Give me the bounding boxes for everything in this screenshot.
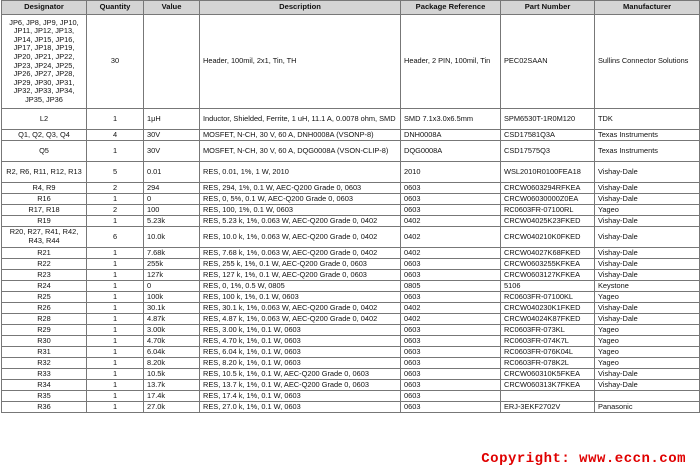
package-cell: 0603 — [401, 358, 501, 369]
part-number-cell: RC0603FR-076K04L — [501, 347, 595, 358]
table-row — [2, 194, 700, 205]
designator-cell: Q1, Q2, Q3, Q4 — [2, 130, 87, 141]
package-cell: 0402 — [401, 248, 501, 259]
table-row — [2, 162, 700, 183]
quantity-cell: 1 — [87, 248, 144, 259]
col-header-description: Description — [200, 1, 401, 15]
value-cell: 0.01 — [144, 162, 200, 183]
designator-cell: R32 — [2, 358, 87, 369]
package-cell: 0603 — [401, 270, 501, 281]
copyright-watermark: Copyright: www.eccn.com — [481, 451, 686, 467]
part-number-cell: CRCW040230K1FKED — [501, 303, 595, 314]
part-number-cell: WSL2010R0100FEA18 — [501, 162, 595, 183]
package-cell: DQG0008A — [401, 141, 501, 162]
table-row — [2, 292, 700, 303]
table-row — [2, 216, 700, 227]
table-row — [2, 325, 700, 336]
package-cell: 0603 — [401, 205, 501, 216]
designator-cell: R36 — [2, 402, 87, 413]
part-number-cell: CRCW0603127KFKEA — [501, 270, 595, 281]
quantity-cell: 1 — [87, 347, 144, 358]
table-row — [2, 15, 700, 109]
quantity-cell: 1 — [87, 270, 144, 281]
designator-cell: R4, R9 — [2, 183, 87, 194]
value-cell: 0 — [144, 194, 200, 205]
quantity-cell: 1 — [87, 194, 144, 205]
description-cell: RES, 4.70 k, 1%, 0.1 W, 0603 — [200, 336, 401, 347]
description-cell: MOSFET, N-CH, 30 V, 60 A, DQG0008A (VSON-CLIP-8) — [200, 141, 401, 162]
table-row — [2, 314, 700, 325]
designator-cell: R16 — [2, 194, 87, 205]
part-number-cell: RC0603FR-07100RL — [501, 205, 595, 216]
table-row — [2, 248, 700, 259]
part-number-cell — [501, 391, 595, 402]
part-number-cell: ERJ-3EKF2702V — [501, 402, 595, 413]
description-cell: RES, 127 k, 1%, 0.1 W, AEC-Q200 Grade 0, 0603 — [200, 270, 401, 281]
quantity-cell: 4 — [87, 130, 144, 141]
package-cell: 0603 — [401, 336, 501, 347]
table-row — [2, 259, 700, 270]
designator-cell: R33 — [2, 369, 87, 380]
col-header-designator: Designator — [2, 1, 87, 15]
table-row — [2, 183, 700, 194]
package-cell: 0805 — [401, 281, 501, 292]
description-cell: RES, 7.68 k, 1%, 0.063 W, AEC-Q200 Grade 0, 0402 — [200, 248, 401, 259]
description-cell: RES, 0.01, 1%, 1 W, 2010 — [200, 162, 401, 183]
table-row — [2, 109, 700, 130]
value-cell: 13.7k — [144, 380, 200, 391]
package-cell: 2010 — [401, 162, 501, 183]
designator-cell: R35 — [2, 391, 87, 402]
part-number-cell: RC0603FR-074K7L — [501, 336, 595, 347]
value-cell: 127k — [144, 270, 200, 281]
manufacturer-cell: Vishay-Dale — [595, 248, 700, 259]
table-row — [2, 380, 700, 391]
quantity-cell: 1 — [87, 325, 144, 336]
value-cell: 5.23k — [144, 216, 200, 227]
manufacturer-cell: Yageo — [595, 292, 700, 303]
package-cell: 0603 — [401, 380, 501, 391]
designator-cell: R28 — [2, 314, 87, 325]
manufacturer-cell: Vishay-Dale — [595, 183, 700, 194]
designator-cell: JP6, JP8, JP9, JP10, JP11, JP12, JP13, JP14, JP15, JP16, JP17, JP18, JP19, JP20, JP21, JP22, JP23, JP24, JP25, JP26, JP27, JP28, JP29, JP30, JP31, JP32, JP33, JP34, JP35, JP36 — [2, 15, 87, 109]
part-number-cell: SPM6530T-1R0M120 — [501, 109, 595, 130]
table-row — [2, 227, 700, 248]
package-cell: 0603 — [401, 325, 501, 336]
description-cell: RES, 255 k, 1%, 0.1 W, AEC-Q200 Grade 0, 0603 — [200, 259, 401, 270]
description-cell: RES, 8.20 k, 1%, 0.1 W, 0603 — [200, 358, 401, 369]
designator-cell: R24 — [2, 281, 87, 292]
designator-cell: R29 — [2, 325, 87, 336]
value-cell — [144, 15, 200, 109]
value-cell: 294 — [144, 183, 200, 194]
package-cell: 0603 — [401, 292, 501, 303]
table-row — [2, 358, 700, 369]
manufacturer-cell: Yageo — [595, 347, 700, 358]
manufacturer-cell: Yageo — [595, 358, 700, 369]
package-cell: 0603 — [401, 369, 501, 380]
designator-cell: R20, R27, R41, R42, R43, R44 — [2, 227, 87, 248]
package-cell: 0603 — [401, 259, 501, 270]
manufacturer-cell: Yageo — [595, 325, 700, 336]
value-cell: 4.70k — [144, 336, 200, 347]
package-cell: 0402 — [401, 303, 501, 314]
package-cell: 0603 — [401, 391, 501, 402]
quantity-cell: 1 — [87, 109, 144, 130]
value-cell: 1μH — [144, 109, 200, 130]
col-header-quantity: Quantity — [87, 1, 144, 15]
table-row — [2, 270, 700, 281]
description-cell: RES, 10.5 k, 1%, 0.1 W, AEC-Q200 Grade 0, 0603 — [200, 369, 401, 380]
part-number-cell: RC0603FR-078K2L — [501, 358, 595, 369]
value-cell: 30V — [144, 141, 200, 162]
package-cell: DNH0008A — [401, 130, 501, 141]
table-row — [2, 303, 700, 314]
description-cell: RES, 30.1 k, 1%, 0.063 W, AEC-Q200 Grade 0, 0402 — [200, 303, 401, 314]
quantity-cell: 30 — [87, 15, 144, 109]
description-cell: RES, 6.04 k, 1%, 0.1 W, 0603 — [200, 347, 401, 358]
part-number-cell: CRCW040210K0FKED — [501, 227, 595, 248]
value-cell: 100k — [144, 292, 200, 303]
manufacturer-cell: Vishay-Dale — [595, 259, 700, 270]
designator-cell: R21 — [2, 248, 87, 259]
part-number-cell: CRCW06030000Z0EA — [501, 194, 595, 205]
value-cell: 7.68k — [144, 248, 200, 259]
part-number-cell: CRCW04025K23FKED — [501, 216, 595, 227]
table-row — [2, 347, 700, 358]
description-cell: RES, 10.0 k, 1%, 0.063 W, AEC-Q200 Grade 0, 0402 — [200, 227, 401, 248]
bom-table — [1, 0, 700, 413]
part-number-cell: PEC02SAAN — [501, 15, 595, 109]
package-cell: 0603 — [401, 194, 501, 205]
quantity-cell: 1 — [87, 314, 144, 325]
quantity-cell: 5 — [87, 162, 144, 183]
part-number-cell: 5106 — [501, 281, 595, 292]
col-header-value: Value — [144, 1, 200, 15]
part-number-cell: RC0603FR-073KL — [501, 325, 595, 336]
col-header-part-number: Part Number — [501, 1, 595, 15]
designator-cell: R31 — [2, 347, 87, 358]
description-cell: RES, 17.4 k, 1%, 0.1 W, 0603 — [200, 391, 401, 402]
quantity-cell: 1 — [87, 259, 144, 270]
description-cell: Inductor, Shielded, Ferrite, 1 uH, 11.1 A, 0.0078 ohm, SMD — [200, 109, 401, 130]
value-cell: 27.0k — [144, 402, 200, 413]
table-row — [2, 141, 700, 162]
manufacturer-cell: Panasonic — [595, 402, 700, 413]
part-number-cell: CRCW0603294RFKEA — [501, 183, 595, 194]
designator-cell: R26 — [2, 303, 87, 314]
description-cell: RES, 3.00 k, 1%, 0.1 W, 0603 — [200, 325, 401, 336]
designator-cell: R25 — [2, 292, 87, 303]
quantity-cell: 1 — [87, 402, 144, 413]
manufacturer-cell: Vishay-Dale — [595, 194, 700, 205]
package-cell: SMD 7.1x3.0x6.5mm — [401, 109, 501, 130]
quantity-cell: 1 — [87, 303, 144, 314]
manufacturer-cell: Vishay-Dale — [595, 162, 700, 183]
manufacturer-cell: Texas Instruments — [595, 130, 700, 141]
description-cell: RES, 4.87 k, 1%, 0.063 W, AEC-Q200 Grade 0, 0402 — [200, 314, 401, 325]
designator-cell: L2 — [2, 109, 87, 130]
quantity-cell: 2 — [87, 183, 144, 194]
designator-cell: R34 — [2, 380, 87, 391]
value-cell: 100 — [144, 205, 200, 216]
manufacturer-cell: Vishay-Dale — [595, 227, 700, 248]
manufacturer-cell: Yageo — [595, 205, 700, 216]
table-row — [2, 336, 700, 347]
designator-cell: Q5 — [2, 141, 87, 162]
part-number-cell: CRCW04027K68FKED — [501, 248, 595, 259]
table-row — [2, 402, 700, 413]
manufacturer-cell: Keystone — [595, 281, 700, 292]
part-number-cell: CRCW0603255KFKEA — [501, 259, 595, 270]
header-row — [2, 1, 700, 15]
manufacturer-cell: Vishay-Dale — [595, 380, 700, 391]
manufacturer-cell: Yageo — [595, 336, 700, 347]
designator-cell: R2, R6, R11, R12, R13 — [2, 162, 87, 183]
description-cell: RES, 0, 5%, 0.1 W, AEC-Q200 Grade 0, 0603 — [200, 194, 401, 205]
manufacturer-cell: Vishay-Dale — [595, 216, 700, 227]
col-header-package: Package Reference — [401, 1, 501, 15]
value-cell: 8.20k — [144, 358, 200, 369]
part-number-cell: CSD17581Q3A — [501, 130, 595, 141]
manufacturer-cell: Vishay-Dale — [595, 314, 700, 325]
description-cell: RES, 27.0 k, 1%, 0.1 W, 0603 — [200, 402, 401, 413]
package-cell: 0603 — [401, 402, 501, 413]
manufacturer-cell: Vishay-Dale — [595, 303, 700, 314]
designator-cell: R19 — [2, 216, 87, 227]
quantity-cell: 2 — [87, 205, 144, 216]
designator-cell: R23 — [2, 270, 87, 281]
description-cell: RES, 5.23 k, 1%, 0.063 W, AEC-Q200 Grade 0, 0402 — [200, 216, 401, 227]
table-row — [2, 281, 700, 292]
quantity-cell: 1 — [87, 292, 144, 303]
description-cell: RES, 0, 1%, 0.5 W, 0805 — [200, 281, 401, 292]
value-cell: 255k — [144, 259, 200, 270]
description-cell: Header, 100mil, 2x1, Tin, TH — [200, 15, 401, 109]
quantity-cell: 1 — [87, 216, 144, 227]
quantity-cell: 6 — [87, 227, 144, 248]
part-number-cell: CRCW060310K5FKEA — [501, 369, 595, 380]
quantity-cell: 1 — [87, 281, 144, 292]
designator-cell: R22 — [2, 259, 87, 270]
value-cell: 4.87k — [144, 314, 200, 325]
value-cell: 30V — [144, 130, 200, 141]
value-cell: 10.0k — [144, 227, 200, 248]
designator-cell: R30 — [2, 336, 87, 347]
table-row — [2, 369, 700, 380]
package-cell: 0402 — [401, 216, 501, 227]
table-row — [2, 130, 700, 141]
quantity-cell: 1 — [87, 358, 144, 369]
package-cell: 0603 — [401, 347, 501, 358]
manufacturer-cell — [595, 391, 700, 402]
manufacturer-cell: Texas Instruments — [595, 141, 700, 162]
package-cell: 0402 — [401, 314, 501, 325]
quantity-cell: 1 — [87, 380, 144, 391]
value-cell: 6.04k — [144, 347, 200, 358]
designator-cell: R17, R18 — [2, 205, 87, 216]
package-cell: 0402 — [401, 227, 501, 248]
part-number-cell: RC0603FR-07100KL — [501, 292, 595, 303]
package-cell: 0603 — [401, 183, 501, 194]
quantity-cell: 1 — [87, 391, 144, 402]
package-cell: Header, 2 PIN, 100mil, Tin — [401, 15, 501, 109]
manufacturer-cell: Vishay-Dale — [595, 270, 700, 281]
quantity-cell: 1 — [87, 141, 144, 162]
part-number-cell: CRCW060313K7FKEA — [501, 380, 595, 391]
manufacturer-cell: Vishay-Dale — [595, 369, 700, 380]
value-cell: 3.00k — [144, 325, 200, 336]
part-number-cell: CSD17575Q3 — [501, 141, 595, 162]
col-header-manufacturer: Manufacturer — [595, 1, 700, 15]
description-cell: MOSFET, N-CH, 30 V, 60 A, DNH0008A (VSONP-8) — [200, 130, 401, 141]
quantity-cell: 1 — [87, 336, 144, 347]
quantity-cell: 1 — [87, 369, 144, 380]
value-cell: 0 — [144, 281, 200, 292]
manufacturer-cell: Sullins Connector Solutions — [595, 15, 700, 109]
table-row — [2, 205, 700, 216]
description-cell: RES, 100 k, 1%, 0.1 W, 0603 — [200, 292, 401, 303]
value-cell: 17.4k — [144, 391, 200, 402]
manufacturer-cell: TDK — [595, 109, 700, 130]
value-cell: 30.1k — [144, 303, 200, 314]
description-cell: RES, 13.7 k, 1%, 0.1 W, AEC-Q200 Grade 0, 0603 — [200, 380, 401, 391]
value-cell: 10.5k — [144, 369, 200, 380]
part-number-cell: CRCW04024K87FKED — [501, 314, 595, 325]
table-row — [2, 391, 700, 402]
description-cell: RES, 294, 1%, 0.1 W, AEC-Q200 Grade 0, 0603 — [200, 183, 401, 194]
description-cell: RES, 100, 1%, 0.1 W, 0603 — [200, 205, 401, 216]
